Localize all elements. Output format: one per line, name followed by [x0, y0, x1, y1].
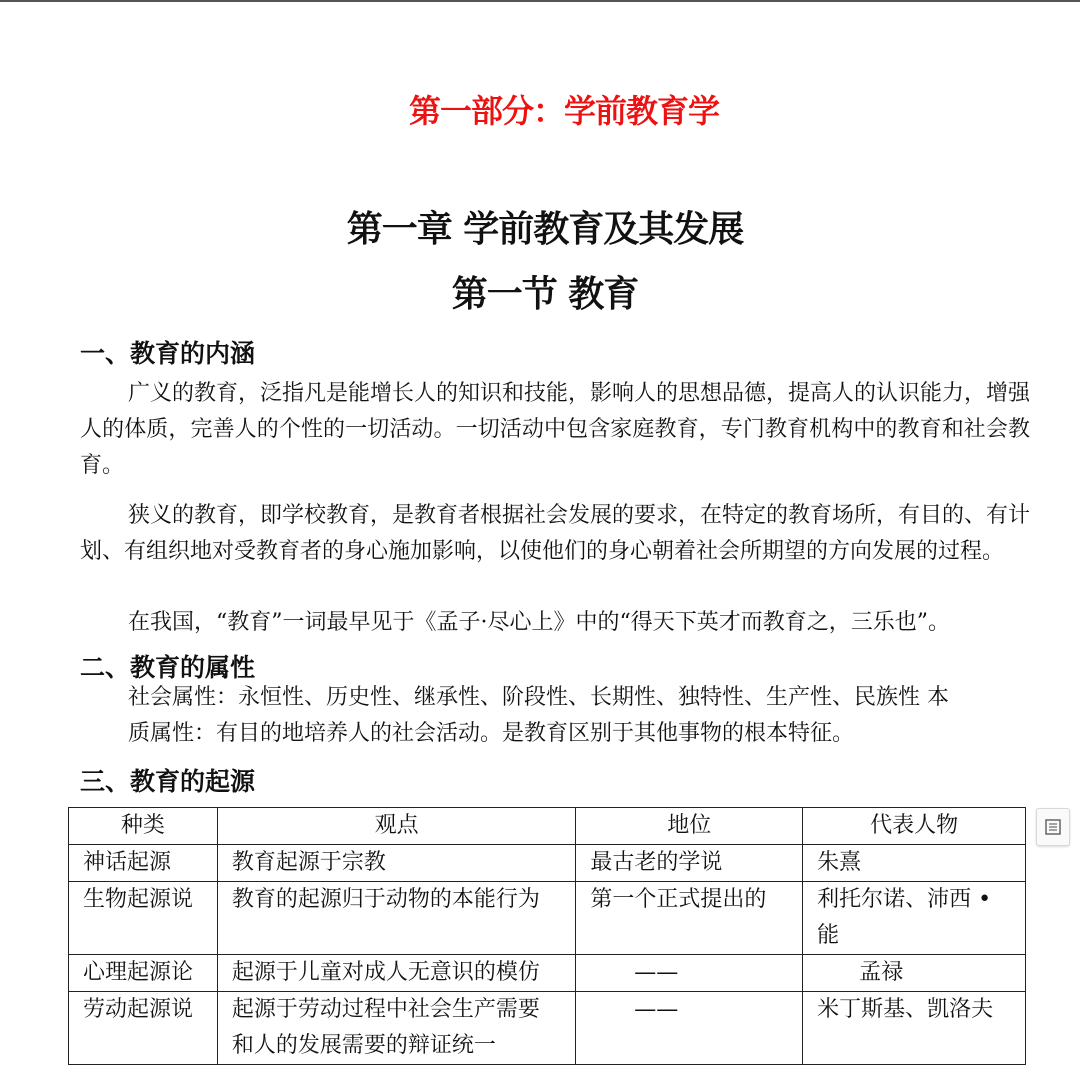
cell-representatives: 利托尔诺、沛西 •能	[803, 882, 1026, 955]
cell-viewpoint: 教育的起源归于动物的本能行为	[217, 882, 575, 955]
paragraph-narrow-education: 狭义的教育，即学校教育，是教育者根据社会发展的要求，在特定的教育场所，有目的、有计划、有组织地对受教育者的身心施加影响，以使他们的身心朝着社会所期望的方向发展的过程。	[80, 503, 1031, 564]
cell-representatives: 孟禄	[803, 955, 1026, 992]
cell-viewpoint: 教育起源于宗教	[217, 845, 575, 882]
section-title: 第一节 教育	[451, 274, 639, 315]
header-viewpoint: 观点	[217, 808, 575, 845]
cell-status: ——	[576, 992, 803, 1065]
paragraph-term-origin: 在我国，“教育”一词最早见于《孟子·尽心上》中的“得天下英才而教育之，三乐也”。	[128, 610, 950, 635]
cell-status: 最古老的学说	[576, 845, 803, 882]
header-representatives: 代表人物	[803, 808, 1026, 845]
cell-type: 生物起源说	[69, 882, 218, 955]
heading-education-origin: 三、教育的起源	[80, 767, 256, 796]
cell-viewpoint: 起源于劳动过程中社会生产需要和人的发展需要的辩证统一	[217, 992, 575, 1065]
header-status: 地位	[576, 808, 803, 845]
origin-table	[68, 807, 1026, 1065]
part-title: 第一部分：学前教育学	[408, 92, 719, 130]
cell-type: 心理起源论	[69, 955, 218, 992]
attributes-line-2: 质属性：有目的地培养人的社会活动。是教育区别于其他事物的根本特征。	[128, 721, 855, 746]
cell-status: ——	[576, 955, 803, 992]
table-row	[69, 845, 1026, 882]
heading-education-attributes: 二、教育的属性	[80, 653, 256, 682]
cell-representatives: 米丁斯基、凯洛夫	[803, 992, 1026, 1065]
table-row	[69, 955, 1026, 992]
table-header-row	[69, 808, 1026, 845]
header-type: 种类	[69, 808, 218, 845]
cell-type: 劳动起源说	[69, 992, 218, 1065]
screenshot-crop-icon[interactable]	[1036, 808, 1070, 846]
chapter-title: 第一章 学前教育及其发展	[346, 209, 744, 250]
heading-education-meaning: 一、教育的内涵	[80, 339, 256, 368]
paragraph-broad-education: 广义的教育，泛指凡是能增长人的知识和技能，影响人的思想品德，提高人的认识能力，增强人的体质，完善人的个性的一切活动。一切活动中包含家庭教育，专门教育机构中的教育和社会教育。	[80, 381, 1031, 478]
crop-icon	[1037, 809, 1069, 845]
table-row	[69, 992, 1026, 1065]
top-border	[0, 0, 1080, 2]
table-row	[69, 882, 1026, 955]
cell-viewpoint: 起源于儿童对成人无意识的模仿	[217, 955, 575, 992]
cell-type: 神话起源	[69, 845, 218, 882]
attributes-line-1: 社会属性：永恒性、历史性、继承性、阶段性、长期性、独特性、生产性、民族性 本	[128, 685, 949, 710]
cell-representatives: 朱熹	[803, 845, 1026, 882]
cell-status: 第一个正式提出的	[576, 882, 803, 955]
